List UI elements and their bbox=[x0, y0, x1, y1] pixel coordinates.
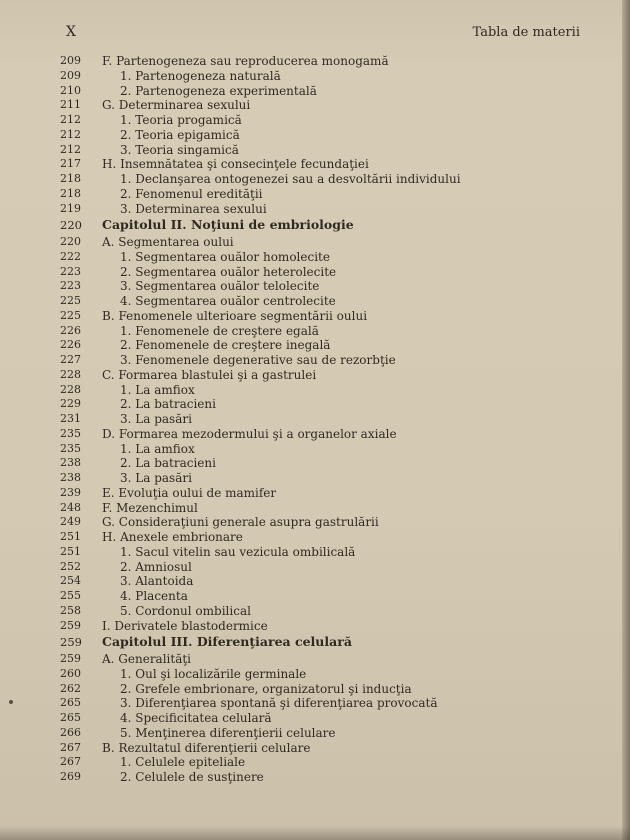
toc-row bbox=[60, 682, 580, 697]
toc-page-number: 251 bbox=[60, 530, 81, 543]
toc-page-number: 269 bbox=[60, 770, 81, 783]
toc-row bbox=[60, 726, 580, 741]
toc-page-number: 254 bbox=[60, 574, 81, 588]
toc-page-number: 220 bbox=[60, 218, 82, 233]
toc-entry-title: 2. Amniosul bbox=[120, 559, 192, 574]
toc-page-number: 265 bbox=[60, 696, 81, 710]
toc-row bbox=[60, 324, 580, 339]
toc-page-number: 210 bbox=[60, 83, 81, 97]
toc-entry-title: 4. Specificitatea celulară bbox=[120, 711, 272, 725]
toc-entry-title: H. Insemnătatea şi consecinţele fecundaţiei bbox=[102, 157, 369, 172]
page-header bbox=[60, 24, 580, 44]
toc-row bbox=[60, 202, 580, 217]
toc-entry-title: D. Formarea mezodermului şi a organelor axiale bbox=[102, 426, 397, 441]
toc-page-number: 209 bbox=[60, 54, 81, 67]
toc-entry-title: 2. Partenogeneza experimentală bbox=[120, 83, 317, 98]
toc-row bbox=[60, 619, 580, 634]
toc-page-number: 223 bbox=[60, 279, 81, 293]
toc-row bbox=[60, 604, 580, 619]
toc-page-number: 212 bbox=[60, 113, 81, 126]
toc-row bbox=[60, 279, 580, 294]
toc-row bbox=[60, 69, 580, 84]
toc-entry-title: 3. Fenomenele degenerative sau de rezorbţie bbox=[120, 353, 396, 367]
toc-page-number: 262 bbox=[60, 681, 81, 695]
toc-entry-title: B. Fenomenele ulterioare segmentării oului bbox=[102, 308, 368, 323]
toc-row bbox=[60, 427, 580, 442]
toc-entry-title: 1. Celulele epiteliale bbox=[120, 755, 246, 770]
toc-page-number: 239 bbox=[60, 485, 81, 499]
toc-page-number: 267 bbox=[60, 740, 81, 754]
page-number: X bbox=[66, 24, 77, 40]
toc-page-number: 249 bbox=[60, 515, 81, 529]
toc-row bbox=[60, 157, 580, 172]
toc-row bbox=[60, 54, 580, 69]
toc-page-number: 267 bbox=[60, 755, 81, 769]
toc-page-number: 219 bbox=[60, 201, 81, 215]
toc-row bbox=[60, 501, 580, 516]
toc-entry-title: 2. Fenomenele de creştere inegală bbox=[120, 338, 331, 353]
toc-entry-title: A. Generalităţi bbox=[102, 652, 192, 666]
toc-row bbox=[60, 338, 580, 353]
toc-chapter-title: Capitolul II. Noţiuni de embriologie bbox=[102, 217, 354, 233]
toc-entry-title: 3. Determinarea sexului bbox=[120, 201, 267, 216]
toc-row bbox=[60, 309, 580, 324]
toc-entry-title: 2. La batracieni bbox=[120, 397, 216, 412]
toc-entry-title: G. Consideraţiuni generale asupra gastrulării bbox=[102, 515, 379, 530]
toc-row bbox=[60, 560, 580, 575]
toc-row bbox=[60, 770, 580, 785]
toc-row bbox=[60, 250, 580, 265]
toc-entry-title: B. Rezultatul diferenţierii celulare bbox=[102, 740, 311, 755]
toc-row bbox=[60, 235, 580, 250]
toc-page-number: 222 bbox=[60, 249, 81, 263]
page-edge-shadow bbox=[622, 0, 630, 840]
ink-speck bbox=[9, 700, 13, 704]
toc-row bbox=[60, 755, 580, 770]
toc-page-number: 212 bbox=[60, 127, 81, 141]
toc-entry-title: 1. Declanşarea ontogenezei sau a desvoltării individului bbox=[120, 172, 461, 186]
toc-entry-title: 3. La pasări bbox=[120, 471, 192, 485]
toc-page-number: 226 bbox=[60, 323, 81, 337]
toc-page-number: 231 bbox=[60, 412, 81, 425]
toc-row bbox=[60, 589, 580, 604]
toc-entry-title: 1. Teoria progamică bbox=[120, 113, 242, 127]
toc-entry-title: 1. Segmentarea ouălor homolecite bbox=[120, 249, 330, 264]
toc-page-number: 238 bbox=[60, 471, 81, 484]
toc-entry-title: 1. Partenogeneza naturală bbox=[120, 68, 281, 83]
toc-row bbox=[60, 412, 580, 427]
toc-page-number: 223 bbox=[60, 264, 81, 278]
toc-row bbox=[60, 741, 580, 756]
toc-entry-title: 2. Celulele de susţinere bbox=[120, 770, 264, 784]
toc-page-number: 235 bbox=[60, 426, 81, 440]
toc-row bbox=[60, 397, 580, 412]
toc-page-number: 218 bbox=[60, 172, 81, 185]
toc-page-number: 226 bbox=[60, 338, 81, 352]
toc-entry-title: F. Mezenchimul bbox=[102, 500, 198, 515]
toc-row bbox=[60, 545, 580, 560]
toc-page-number: 212 bbox=[60, 142, 81, 156]
toc-page-number: 228 bbox=[60, 367, 81, 381]
toc-row bbox=[60, 265, 580, 280]
toc-entry-title: 3. Diferenţiarea spontană şi diferenţiarea provocată bbox=[120, 696, 438, 711]
toc-row bbox=[60, 353, 580, 368]
toc-row bbox=[60, 383, 580, 398]
toc-row bbox=[60, 172, 580, 187]
toc-page-number: 258 bbox=[60, 603, 81, 617]
toc-page-number: 259 bbox=[60, 652, 81, 665]
toc-entry-title: F. Partenogeneza sau reproducerea monogamă bbox=[102, 54, 389, 68]
toc-page-number: 266 bbox=[60, 725, 81, 739]
toc-page-number: 255 bbox=[60, 589, 81, 602]
toc-page-number: 225 bbox=[60, 308, 81, 322]
toc-page-number: 220 bbox=[60, 235, 81, 248]
page-bottom-shadow bbox=[0, 826, 630, 840]
toc-entry-title: 1. La amfiox bbox=[120, 382, 195, 397]
toc-entry-title: H. Anexele embrionare bbox=[102, 530, 243, 544]
toc-row bbox=[60, 113, 580, 128]
toc-chapter-row bbox=[60, 218, 580, 233]
toc-row bbox=[60, 442, 580, 457]
toc-entry-title: 3. Alantoida bbox=[120, 574, 194, 589]
toc-page-number: 228 bbox=[60, 382, 81, 396]
toc-page-number: 235 bbox=[60, 441, 81, 455]
toc-entry-title: E. Evoluţia oului de mamifer bbox=[102, 485, 277, 500]
toc-entry-title: A. Segmentarea oului bbox=[102, 235, 234, 249]
toc-row bbox=[60, 456, 580, 471]
toc-entry-title: I. Derivatele blastodermice bbox=[102, 618, 268, 633]
toc-entry-title: 5. Cordonul ombilical bbox=[120, 603, 251, 618]
toc-row bbox=[60, 98, 580, 113]
toc-row bbox=[60, 574, 580, 589]
toc-entry-title: 1. La amfiox bbox=[120, 441, 195, 456]
toc-chapter-row bbox=[60, 635, 580, 650]
toc-entry-title: 3. Segmentarea ouălor telolecite bbox=[120, 279, 320, 294]
table-of-contents bbox=[60, 54, 580, 785]
toc-page-number: 217 bbox=[60, 157, 81, 171]
toc-row bbox=[60, 652, 580, 667]
toc-row bbox=[60, 294, 580, 309]
toc-row bbox=[60, 530, 580, 545]
toc-row bbox=[60, 187, 580, 202]
toc-entry-title: 1. Oul şi localizările germinale bbox=[120, 666, 307, 681]
toc-entry-title: 1. Fenomenele de creştere egală bbox=[120, 323, 319, 338]
toc-page-number: 238 bbox=[60, 456, 81, 470]
toc-entry-title: 5. Menţinerea diferenţierii celulare bbox=[120, 725, 336, 740]
toc-page-number: 227 bbox=[60, 353, 81, 366]
toc-row bbox=[60, 711, 580, 726]
toc-page-number: 218 bbox=[60, 186, 81, 200]
toc-page-number: 209 bbox=[60, 68, 81, 82]
toc-page-number: 259 bbox=[60, 635, 82, 650]
toc-page-number: 251 bbox=[60, 544, 81, 558]
toc-page-number: 229 bbox=[60, 397, 81, 411]
toc-row bbox=[60, 128, 580, 143]
toc-row bbox=[60, 143, 580, 158]
toc-row bbox=[60, 471, 580, 486]
toc-entry-title: 4. Placenta bbox=[120, 589, 188, 603]
toc-page-number: 260 bbox=[60, 666, 81, 680]
toc-entry-title: 2. Teoria epigamică bbox=[120, 127, 240, 142]
toc-row bbox=[60, 515, 580, 530]
toc-entry-title: 2. La batracieni bbox=[120, 456, 216, 471]
toc-page-number: 259 bbox=[60, 618, 81, 632]
toc-row bbox=[60, 84, 580, 99]
toc-entry-title: G. Determinarea sexului bbox=[102, 98, 251, 113]
toc-entry-title: 2. Fenomenul eredităţii bbox=[120, 186, 263, 201]
toc-entry-title: 2. Grefele embrionare, organizatorul şi inducţia bbox=[120, 681, 412, 696]
toc-entry-title: C. Formarea blastulei şi a gastrulei bbox=[102, 367, 317, 382]
toc-page-number: 265 bbox=[60, 711, 81, 724]
toc-row bbox=[60, 667, 580, 682]
running-title: Tabla de materii bbox=[472, 25, 580, 40]
toc-chapter-title: Capitolul III. Diferenţiarea celulară bbox=[102, 634, 352, 650]
toc-entry-title: 4. Segmentarea ouălor centrolecite bbox=[120, 294, 336, 308]
toc-entry-title: 1. Sacul vitelin sau vezicula ombilicală bbox=[120, 544, 356, 559]
toc-page-number: 211 bbox=[60, 98, 81, 112]
toc-page-number: 252 bbox=[60, 559, 81, 573]
toc-row bbox=[60, 696, 580, 711]
toc-entry-title: 2. Segmentarea ouălor heterolecite bbox=[120, 264, 337, 279]
toc-row bbox=[60, 368, 580, 383]
toc-entry-title: 3. La pasări bbox=[120, 412, 192, 426]
toc-row bbox=[60, 486, 580, 501]
toc-page-number: 248 bbox=[60, 500, 81, 514]
toc-entry-title: 3. Teoria singamică bbox=[120, 142, 239, 157]
toc-page-number: 225 bbox=[60, 294, 81, 307]
